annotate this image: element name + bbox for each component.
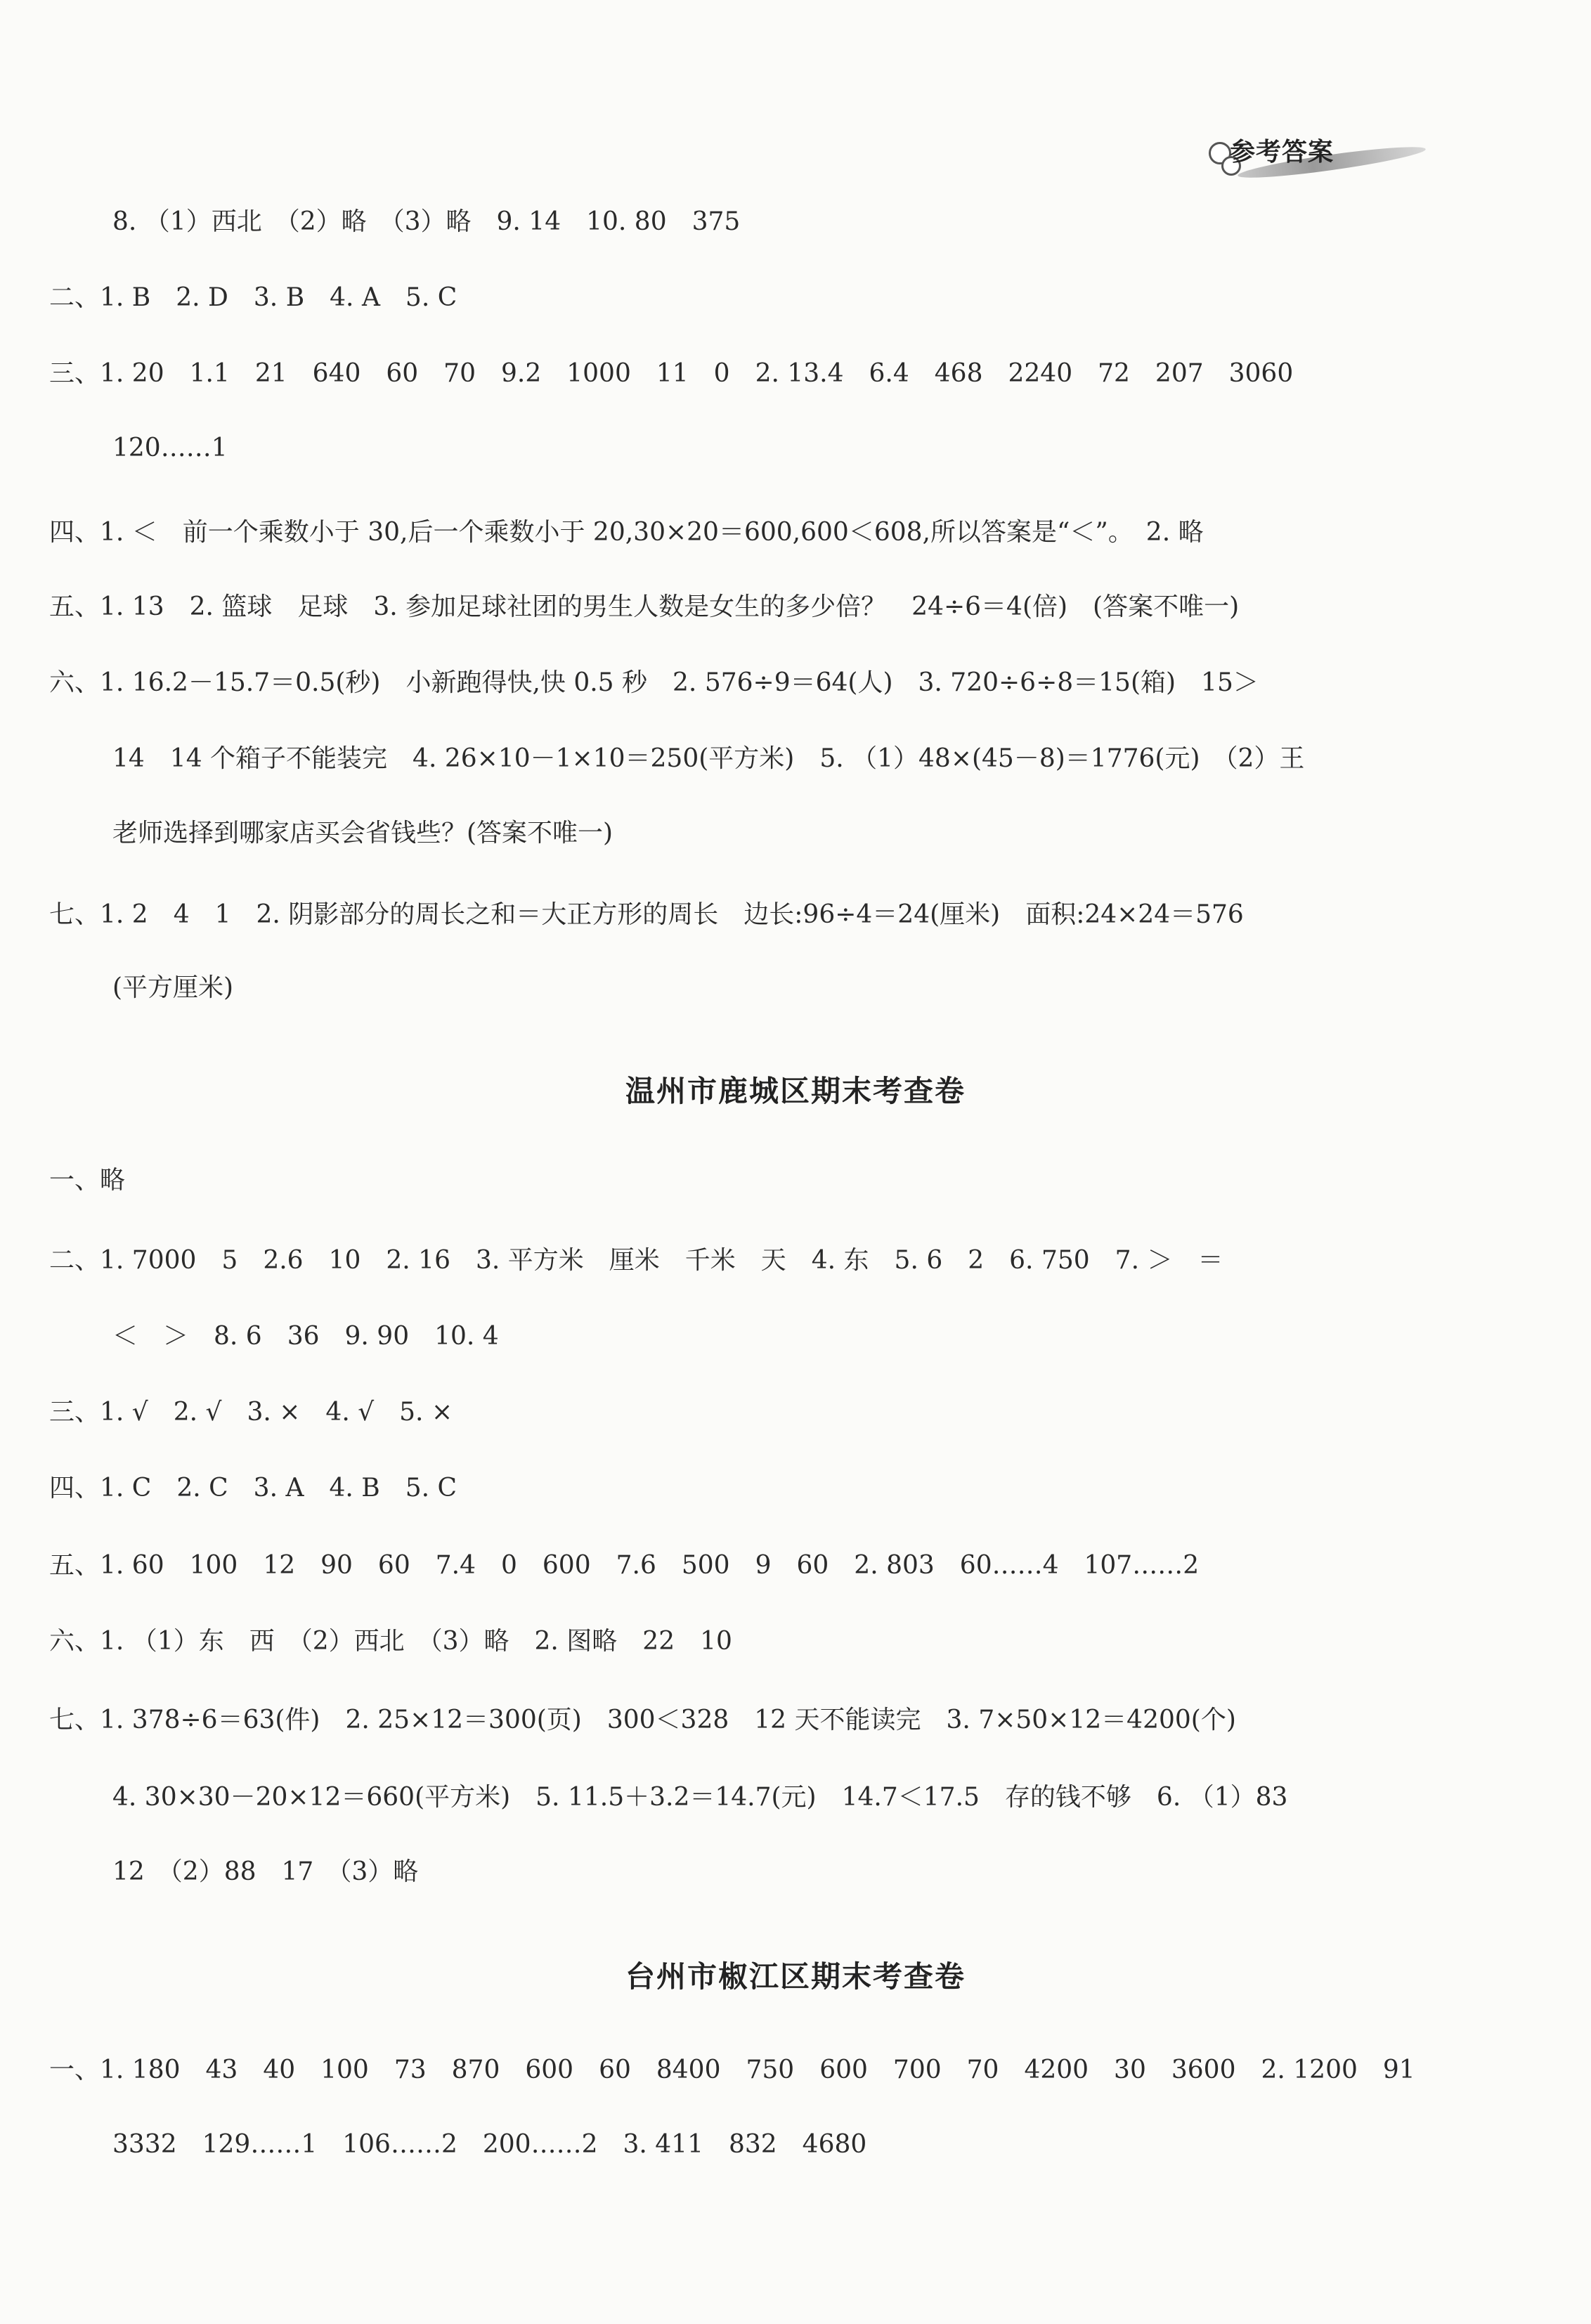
answer-line: 四、1. C 2. C 3. A 4. B 5. C <box>49 1474 457 1502</box>
answer-line: 二、1. 7000 5 2.6 10 2. 16 3. 平方米 厘米 千米 天 4. 东 5. 6 2 6. 750 7. ＞ ＝ <box>49 1246 1223 1275</box>
answer-line: 4. 30×30－20×12＝660(平方米) 5. 11.5＋3.2＝14.7(元) 14.7＜17.5 存的钱不够 6. （1）83 <box>112 1783 1288 1812</box>
answer-line: 3332 129……1 106……2 200……2 3. 411 832 4680 <box>112 2130 867 2159</box>
answer-line: 七、1. 378÷6＝63(件) 2. 25×12＝300(页) 300＜328 12 天不能读完 3. 7×50×12＝4200(个) <box>49 1706 1236 1734</box>
answer-line: 老师选择到哪家店买会省钱些？(答案不唯一) <box>112 819 613 848</box>
answer-line: ＜ ＞ 8. 6 36 9. 90 10. 4 <box>112 1322 499 1351</box>
answer-line: 三、1. 20 1.1 21 640 60 70 9.2 1000 11 0 2. 13.4 6.4 468 2240 72 207 3060 <box>49 359 1294 388</box>
answer-line: (平方厘米) <box>112 973 234 1002</box>
answer-line: 一、1. 180 43 40 100 73 870 600 60 8400 750 600 700 70 4200 30 3600 2. 1200 91 <box>49 2056 1415 2084</box>
badge-title: 参考答案 <box>1230 138 1335 167</box>
section-title-jiaojiang: 台州市椒江区期末考查卷 <box>625 1959 966 1994</box>
answer-line: 四、1. ＜ 前一个乘数小于 30,后一个乘数小于 20,30×20＝600,600＜608,所以答案是“＜”。 2. 略 <box>49 518 1204 547</box>
answer-line: 五、1. 60 100 12 90 60 7.4 0 600 7.6 500 9 60 2. 803 60……4 107……2 <box>49 1551 1200 1580</box>
answer-line: 二、1. B 2. D 3. B 4. A 5. C <box>49 283 457 312</box>
answer-line: 六、1. （1）东 西 （2）西北 （3）略 2. 图略 22 10 <box>49 1627 732 1656</box>
answer-line: 12 （2）88 17 （3）略 <box>112 1857 419 1886</box>
answer-line: 120……1 <box>112 434 228 462</box>
answer-line: 14 14 个箱子不能装完 4. 26×10－1×10＝250(平方米) 5. （1）48×(45－8)＝1776(元) （2）王 <box>112 744 1305 773</box>
answer-line: 一、略 <box>49 1166 126 1195</box>
answer-line: 六、1. 16.2－15.7＝0.5(秒) 小新跑得快,快 0.5 秒 2. 576÷9＝64(人) 3. 720÷6÷8＝15(箱) 15＞ <box>49 668 1259 697</box>
answer-line: 五、1. 13 2. 篮球 足球 3. 参加足球社团的男生人数是女生的多少倍？ 24÷6＝4(倍) (答案不唯一) <box>49 592 1240 621</box>
answer-line: 三、1. √ 2. √ 3. × 4. √ 5. × <box>49 1398 453 1427</box>
answer-key-badge <box>1209 126 1434 190</box>
answer-line: 8. （1）西北 （2）略 （3）略 9. 14 10. 80 375 <box>112 207 741 236</box>
answer-line: 七、1. 2 4 1 2. 阴影部分的周长之和＝大正方形的周长 边长:96÷4＝24(厘米) 面积:24×24＝576 <box>49 900 1244 929</box>
section-title-lucheng: 温州市鹿城区期末考查卷 <box>625 1074 966 1108</box>
